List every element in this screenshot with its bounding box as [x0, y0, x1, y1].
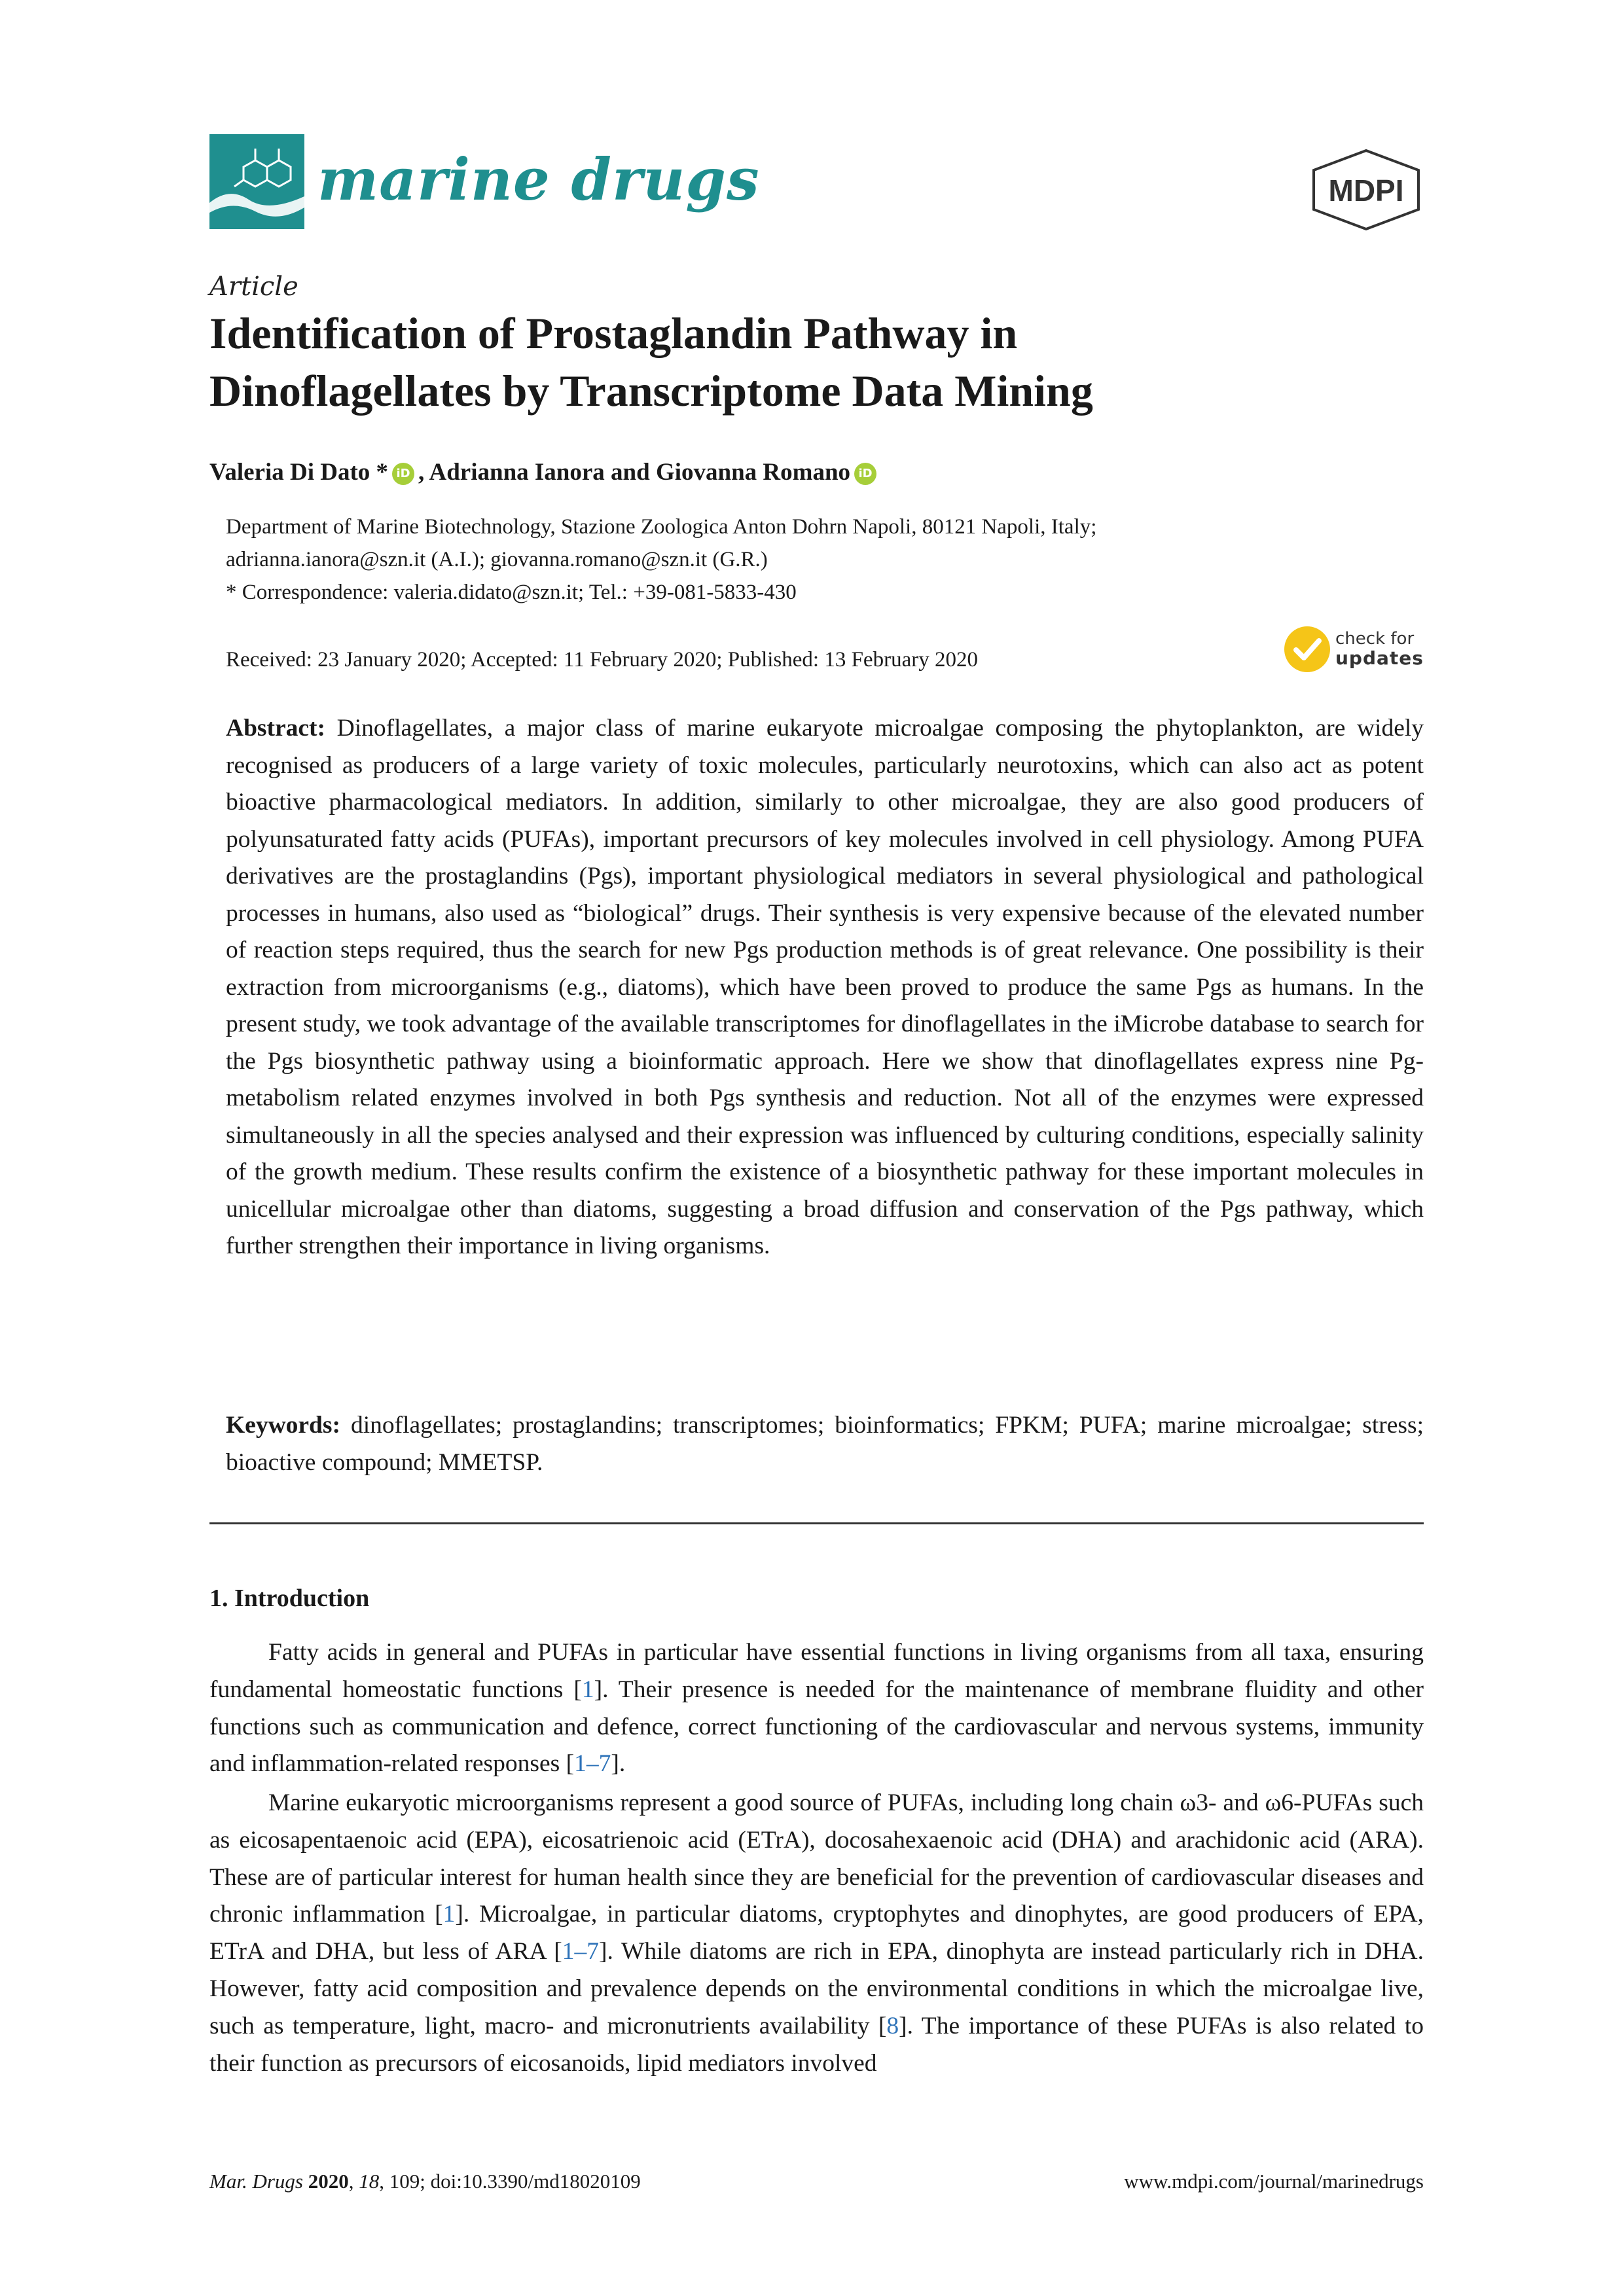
author-di-dato: Valeria Di Dato * [209, 459, 389, 486]
introduction-paragraph-1 [209, 1634, 1424, 1783]
mdpi-logo-icon [1306, 147, 1427, 232]
orcid-icon[interactable]: iD [392, 463, 414, 485]
intro-p1-text-c: ]. [611, 1750, 626, 1778]
footer-citation: Mar. Drugs 2020, 18, 109; doi:10.3390/md18020109 [209, 2170, 641, 2193]
check-updates-line-1: check for [1335, 629, 1415, 649]
article-title [209, 304, 1453, 420]
citation-link[interactable]: 1–7 [574, 1750, 611, 1778]
footer-journal-url[interactable]: www.mdpi.com/journal/marinedrugs [1124, 2170, 1424, 2193]
intro-p1-text-b: ]. Their presence is needed for the maintenance of membrane fluidity and other functions such as communication and defence, correct functioning of the cardiovascular and nervous systems, immunity and inflammation-related responses [ [209, 1676, 1424, 1778]
orcid-icon[interactable]: iD [854, 463, 876, 485]
abstract-label: Abstract: [226, 715, 326, 742]
publication-dates: Received: 23 January 2020; Accepted: 11 February 2020; Published: 13 February 2020 [226, 648, 978, 672]
intro-p2-text-c: ]. While diatoms are rich in EPA, dinophyta are instead particularly rich in DHA. However, fatty acid composition and prevalence depends on the environmental conditions in which the microalgae live, such as temperature, light, macro- and micronutrients availability [ [209, 1938, 1424, 2039]
intro-p2-text-d: ]. The importance of these PUFAs is also related to their function as precursors of eicosanoids, lipid mediators involved [209, 2012, 1424, 2077]
check-updates-line-2: updates [1335, 647, 1424, 669]
check-for-updates-badge[interactable] [1283, 625, 1434, 677]
abstract-text: Dinoflagellates, a major class of marine eukaryote microalgae composing the phytoplankton, are widely recognised as producers of a large variety of toxic molecules, particularly neurotoxins, which can also act as potent bioactive pharmacological mediators. In addition, similarly to other microalgae, they are also good producers of polyunsaturated fatty acids (PUFAs), important precursors of key molecules involved in cell physiology. Among PUFA derivatives are the prostaglandins (Pgs), important physiological mediators in several physiological and pathological processes in humans, also used as “biological” drugs. Their synthesis is very expensive because of the elevated number of reaction steps required, thus the search for new Pgs production methods is of great relevance. One possibility is their extraction from microorganisms (e.g., diatoms), which have been proved to produce the same Pgs as humans. In the present study, we took advantage of the available transcriptomes for dinoflagellates in the iMicrobe database to search for the Pgs biosynthetic pathway using a bioinformatic approach. Here we show that dinoflagellates express nine Pg-metabolism related enzymes involved in both Pgs synthesis and reduction. Not all of the enzymes were expressed simultaneously in all the species analysed and their expression was influenced by culturing conditions, especially salinity of the growth medium. These results confirm the existence of a biosynthetic pathway for these important molecules in unicellular microalgae other than diatoms, suggesting a broad diffusion and conservation of the Pgs pathway, which further strengthen their importance in living organisms. [226, 715, 1424, 1259]
footer-year: 2020 [308, 2170, 349, 2193]
title-line-1: Identification of Prostaglandin Pathway in [209, 308, 1018, 358]
author-list [209, 458, 880, 486]
check-updates-icon [1283, 625, 1331, 673]
title-line-2: Dinoflagellates by Transcriptome Data Mining [209, 366, 1093, 416]
mdpi-logo-text: MDPI [1328, 173, 1404, 207]
citation-link[interactable]: 8 [886, 2012, 899, 2039]
affiliation-line-2: adrianna.ianora@szn.it (A.I.); giovanna.romano@szn.it (G.R.) [226, 548, 768, 571]
citation-link[interactable]: 1 [442, 1901, 456, 1928]
author-others: , Adrianna Ianora and Giovanna Romano [418, 459, 851, 486]
intro-p1-text-a: Fatty acids in general and PUFAs in particular have essential functions in living organisms from all taxa, ensuring fundamental homeostatic functions [ [209, 1639, 1424, 1703]
keywords [226, 1407, 1424, 1481]
section-divider [209, 1522, 1424, 1524]
marine-drugs-logo-icon [209, 134, 304, 229]
keywords-text: dinoflagellates; prostaglandins; transcriptomes; bioinformatics; FPKM; PUFA; marine microalgae; stress; bioactive compound; MMETSP. [226, 1412, 1424, 1476]
correspondence: * Correspondence: valeria.didato@szn.it; Tel.: +39-081-5833-430 [226, 581, 797, 604]
footer-doi: , 109; doi:10.3390/md18020109 [379, 2170, 641, 2193]
article-type: Article [209, 272, 298, 302]
keywords-label: Keywords: [226, 1412, 340, 1439]
affiliation-line-1: Department of Marine Biotechnology, Stazione Zoologica Anton Dohrn Napoli, 80121 Napoli, Italy; [226, 515, 1097, 539]
citation-link[interactable]: 1 [581, 1676, 594, 1703]
check-updates-label [1335, 629, 1424, 669]
introduction-paragraph-2 [209, 1785, 1424, 2082]
footer-volume: 18 [359, 2170, 380, 2193]
footer-journal: Mar. Drugs [209, 2170, 303, 2193]
intro-p2-text-a: Marine eukaryotic microorganisms represent a good source of PUFAs, including long chain ω3- and ω6-PUFAs such as eicosapentaenoic acid (EPA), eicosatrienoic acid (ETrA), docosahexaenoic acid (DHA) and arachidonic acid (ARA). These are of particular interest for human health since they are beneficial for the prevention of cardiovascular diseases and chronic inflammation [ [209, 1789, 1424, 1928]
introduction-heading: 1. Introduction [209, 1585, 370, 1612]
intro-p2-text-b: ]. Microalgae, in particular diatoms, cryptophytes and dinophytes, are good producers of EPA, ETrA and DHA, but less of ARA [ [209, 1901, 1424, 1965]
abstract [226, 710, 1424, 1265]
citation-link[interactable]: 1–7 [562, 1938, 600, 1965]
journal-name: marine drugs [317, 145, 760, 213]
